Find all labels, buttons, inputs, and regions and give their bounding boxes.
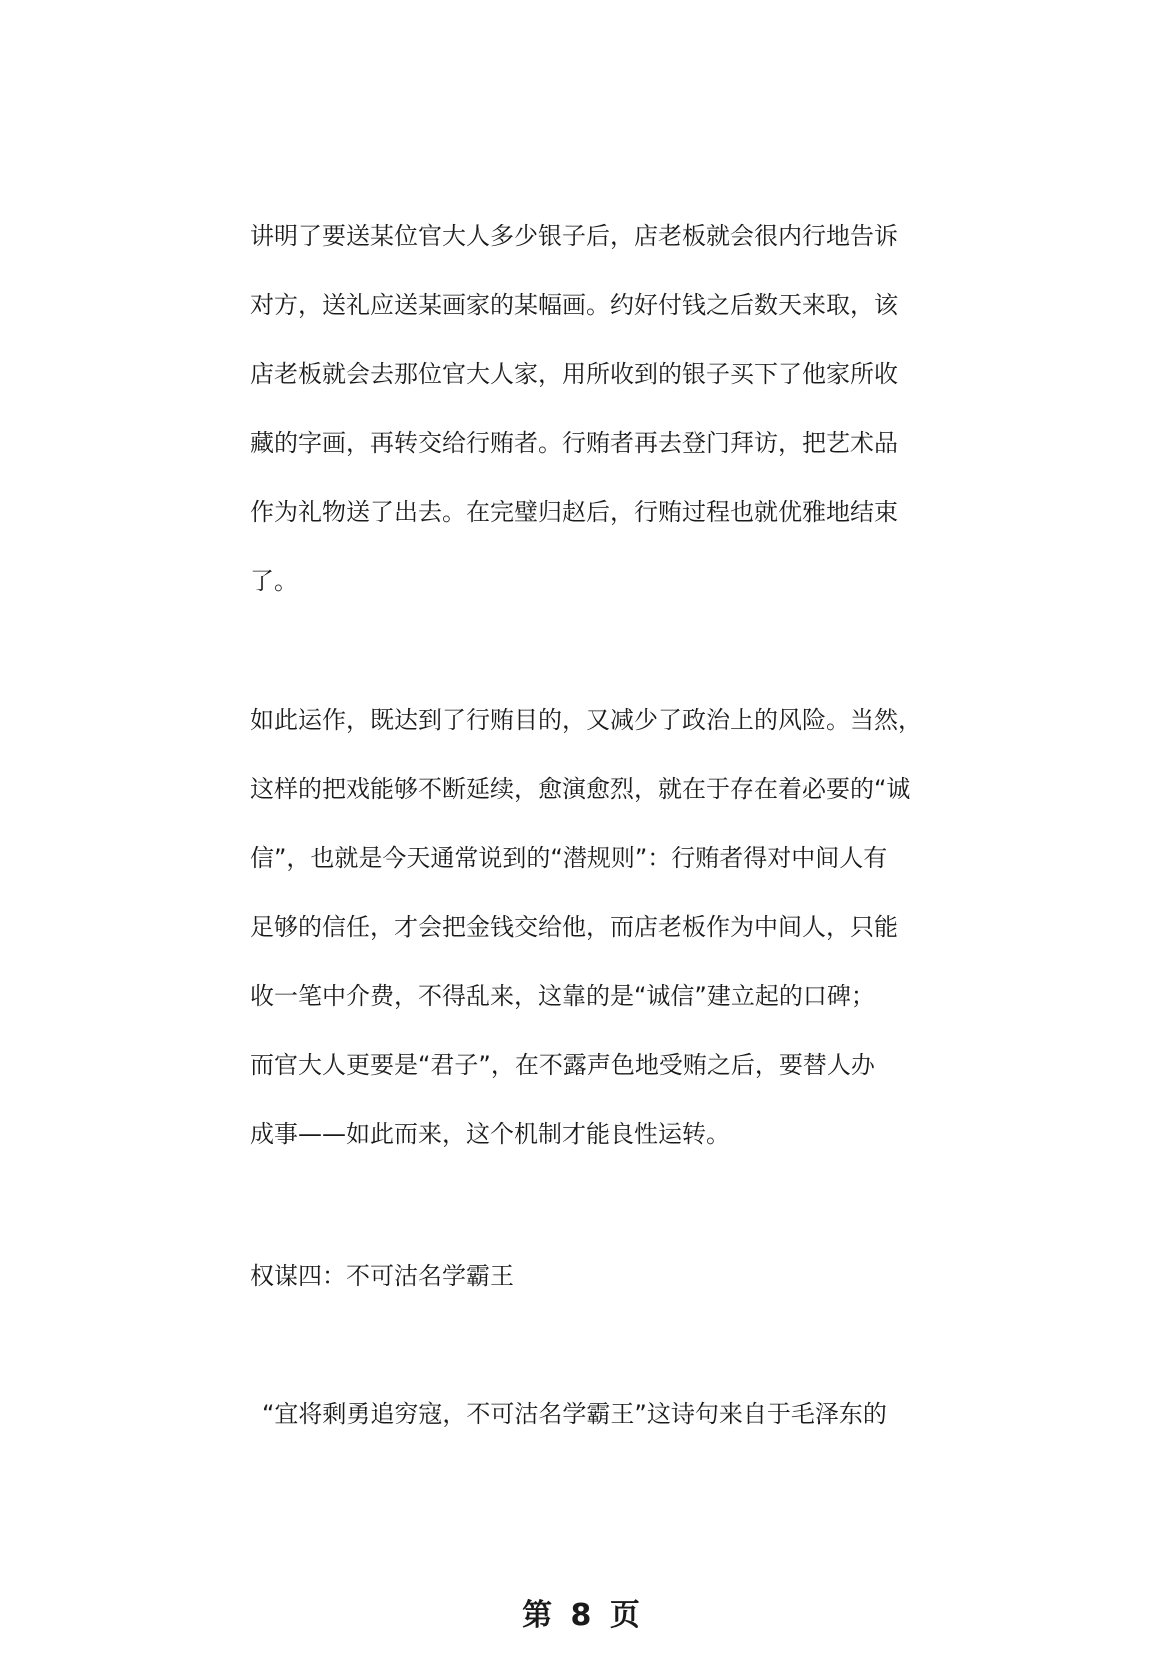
- paragraph-1: [250, 202, 918, 616]
- paragraph-line: 店老板就会去那位官大人家，用所收到的银子买下了他家所收: [250, 360, 898, 388]
- paragraph-line: 作为礼物送了出去。在完璧归赵后，行贿过程也就优雅地结束: [250, 498, 898, 526]
- paragraph-3: [250, 1380, 918, 1449]
- paragraph-line: 收一笔中介费，不得乱来，这靠的是“诚信”建立起的口碑；: [250, 982, 875, 1010]
- paragraph-line: 了。: [250, 567, 298, 595]
- paragraph-line: 足够的信任，才会把金钱交给他，而店老板作为中间人，只能: [250, 913, 898, 941]
- section-heading: [250, 1242, 918, 1311]
- paragraph-line: 藏的字画，再转交给行贿者。行贿者再去登门拜访，把艺术品: [250, 429, 898, 457]
- paragraph-line: 而官大人更要是“君子”，在不露声色地受贿之后，要替人办: [250, 1051, 875, 1079]
- section-heading-text: 权谋四：不可沽名学霸王: [250, 1262, 514, 1290]
- page-number: 第 8 页: [522, 1598, 644, 1633]
- paragraph-line: 对方，送礼应送某画家的某幅画。约好付钱之后数天来取，该: [250, 291, 898, 319]
- paragraph-line: 如此运作，既达到了行贿目的，又减少了政治上的风险。当然，: [250, 706, 922, 734]
- paragraph-line: “宜将剩勇追穷寇，不可沽名学霸王”这诗句来自于毛泽东的: [262, 1400, 887, 1428]
- paragraph-line: 成事——如此而来，这个机制才能良性运转。: [250, 1120, 730, 1148]
- paragraph-line: 这样的把戏能够不断延续，愈演愈烈，就在于存在着必要的“诚: [250, 775, 911, 803]
- paragraph-2: [250, 686, 922, 1169]
- paragraph-line: 信”，也就是今天通常说到的“潜规则”：行贿者得对中间人有: [250, 844, 888, 872]
- paragraph-line: 讲明了要送某位官大人多少银子后，店老板就会很内行地告诉: [250, 222, 898, 250]
